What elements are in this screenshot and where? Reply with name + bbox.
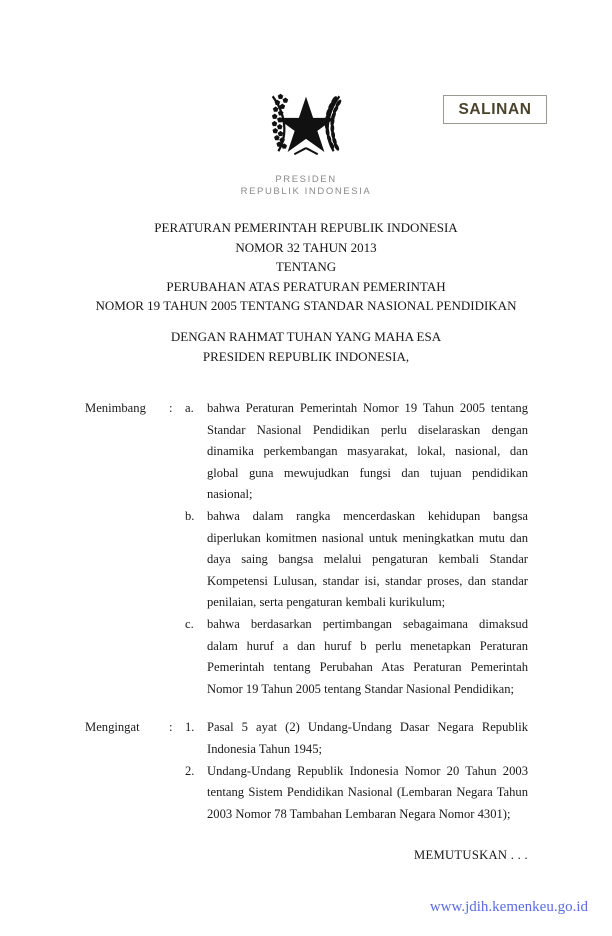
preamble-line-2: PRESIDEN REPUBLIK INDONESIA, [202, 349, 410, 364]
clause-marker: a. [185, 401, 194, 415]
document-preamble [0, 327, 612, 367]
clause-marker: 1. [185, 720, 195, 735]
clause-item [85, 614, 528, 700]
clause-colon: : [169, 401, 173, 415]
emblem-block [0, 76, 612, 197]
title-line-5: NOMOR 19 TAHUN 2005 TENTANG STANDAR NASIONAL PENDIDIKAN [95, 298, 517, 314]
footer-url[interactable]: www.jdih.kemenkeu.go.id [429, 899, 588, 915]
clause-text: bahwa berdasarkan pertimbangan sebagaimana dimaksud dalam huruf a dan huruf b perlu menetapkan Peraturan Pemerintah tentang Perubahan Atas Peraturan Pemerintah Nomor 19 Tahun 2005 tentang Standar Nasional Pendidikan; [207, 616, 528, 696]
clause-marker: 2. [185, 763, 195, 778]
continuation-marker: MEMUTUSKAN . . . [414, 848, 528, 862]
emblem-caption-line1: PRESIDEN [275, 174, 337, 185]
clause-item [85, 761, 528, 826]
clause-area [85, 398, 528, 842]
indonesia-national-emblem-icon [259, 76, 353, 166]
title-line-1: PERATURAN PEMERINTAH REPUBLIK INDONESIA [154, 220, 458, 235]
clause-label: Menimbang [85, 401, 146, 415]
clause-label: Mengingat [85, 720, 140, 735]
document-title [0, 218, 612, 316]
clause-marker: b. [185, 508, 195, 523]
clause-text: Undang-Undang Republik Indonesia Nomor 20 Tahun 2003 tentang Sistem Pendidikan Nasional (Lembaran Negara Tahun 2003 Nomor 78 Tambahan Lembaran Negara Nomor 4301); [207, 763, 528, 821]
clause-text: Pasal 5 ayat (2) Undang-Undang Dasar Negara Republik Indonesia Tahun 1945; [207, 720, 528, 756]
clause-text: bahwa dalam rangka mencerdaskan kehidupan bangsa diperlukan komitmen nasional untuk meningkatkan mutu dan daya saing bangsa melalui pengaturan kembali Standar Kompetensi Lulusan, standar isi, standar proses, dan standar penilaian, serta pengaturan kembali kurikulum; [207, 508, 528, 610]
emblem-caption-line2: REPUBLIK INDONESIA [240, 185, 372, 197]
clause-colon: : [169, 720, 173, 735]
clause-item [85, 506, 528, 614]
emblem-caption [0, 174, 612, 197]
clause-item [85, 717, 528, 760]
clause-text: bahwa Peraturan Pemerintah Nomor 19 Tahun 2005 tentang Standar Nasional Pendidikan perlu diselaraskan dengan dinamika perkembangan masyarakat, lokal, nasional, dan global guna mewujudkan fungsi dan tujuan pendidikan nasional; [207, 401, 528, 502]
preamble-line-1: DENGAN RAHMAT TUHAN YANG MAHA ESA [170, 329, 442, 344]
clause-marker: c. [185, 616, 194, 631]
clause-group-mengingat [85, 717, 528, 825]
clause-group-menimbang [85, 398, 528, 700]
clause-item [85, 398, 528, 506]
title-line-4: PERUBAHAN ATAS PERATURAN PEMERINTAH [166, 278, 446, 294]
title-line-2: NOMOR 32 TAHUN 2013 [235, 239, 377, 255]
salinan-stamp-label: SALINAN [458, 100, 532, 118]
title-line-3: TENTANG [275, 259, 337, 275]
